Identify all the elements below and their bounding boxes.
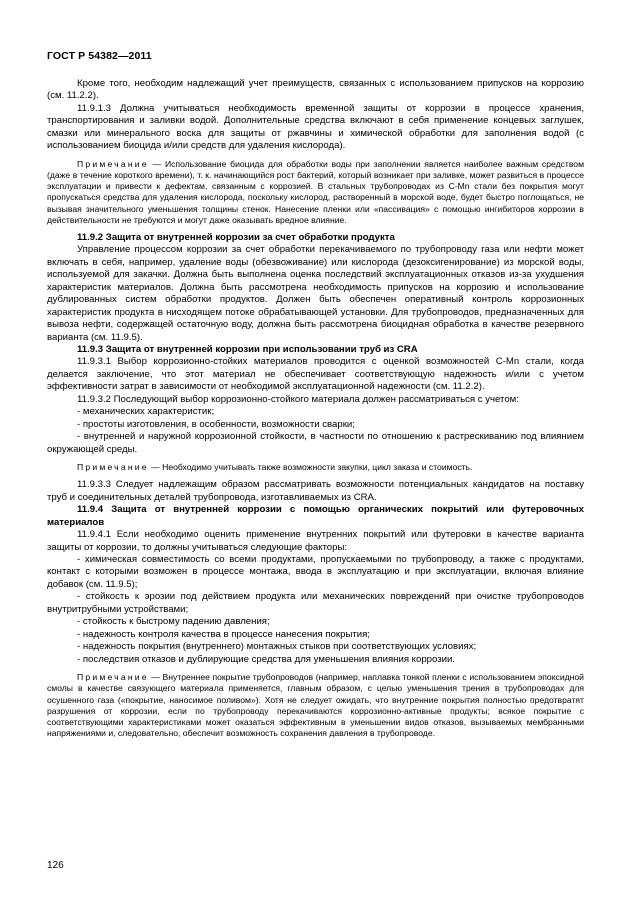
note-label: Примечание [77,462,149,473]
paragraph: 11.9.3.1 Выбор коррозионно-стойких материалов проводится с оценкой возможностей C-Mn стали, когда делается заключение, что этот материал не обеспечивает соответствующую надежность и/или с учетом эффективности затрат в зависимости от необходимой эксплуатационной надежности (см. 11.2.2). [47,356,584,393]
list-item: - химическая совместимость со всеми продуктами, пропускаемыми по трубопроводу, а также с продуктами, контакт с которыми возможен в процессе монтажа, ввода в эксплуатацию и при эксплуатации, включая влияние добавок (см. 11.9.5); [47,554,584,590]
list-item: - механических характеристик; [77,406,215,418]
page-number: 126 [47,860,64,871]
list-item: - надежность покрытия (внутреннего) монтажных стыков при соответствующих условиях; [77,641,477,653]
section-heading: 11.9.4 Защита от внутренней коррозии с помощью органических покрытий или футеровочных материалов [47,504,584,528]
list-item: - стойкость к быстрому падению давления; [77,616,270,628]
list-item: - стойкость к эрозии под действием продукта или механических повреждений при очистке трубопроводов внутритрубными устройствами; [47,591,584,615]
section-heading: 11.9.2 Защита от внутренней коррозии за счет обработки продукта [77,231,395,243]
list-item: - внутренней и наружной коррозионной стойкости, в частности по отношению к растрескиванию под влиянием окружающей среды. [47,431,584,455]
document-header: ГОСТ Р 54382—2011 [47,50,152,62]
note-label: Примечание [77,672,149,683]
list-item: - надежность контроля качества в процессе нанесения покрытия; [77,628,370,640]
paragraph: 11.9.4.1 Если необходимо оценить применение внутренних покрытий или футеровки в качестве варианта защиты от коррозии, то должны учитываться следующие факторы: [47,529,584,553]
note [47,159,584,226]
paragraph: 11.9.3.2 Последующий выбор коррозионно-стойкого материала должен рассматриваться с учетом: [77,393,519,405]
paragraph: Кроме того, необходим надлежащий учет преимуществ, связанных с использованием припусков на коррозию (см. 11.2.2). [47,78,584,102]
note-text: — Необходимо учитывать также возможности закупки, цикл заказа и стоимость. [148,462,473,473]
document-body [47,78,584,745]
section-heading: 11.9.3 Защита от внутренней коррозии при использовании труб из CRA [77,344,418,356]
note-text: — Использование биоцида для обработки воды при заполнении является наиболее важным средством (даже в течение короткого времени), т. к. начинающийся рост бактерий, который возникает при заливке, может развиться в процессе эксплуатации и привести к дефектам, связанным с коррозией. В стальных трубопроводах из C-Mn стали без покрытия могут пропускаться средства для удаления кислорода, поскольку кислород, растворенный в морской воде, будет быстро поглощаться, не вызывая значительного уменьшения толщины стенок. Нанесение пленки или «пассивация» с помощью ингибиторов коррозии в действительности не требуются и могут даже оказывать вредное влияние. [47,158,584,225]
note-text: — Внутреннее покрытие трубопроводов (например, наплавка тонкой пленки с использованием эпоксидной смолы в качестве связующего материала применяется, главным образом, с целью уменьшения трения в трубопроводах для осушенного газа («покрытие, наносимое поливом»). Хотя не следует ожидать, что внутренние покрытия полностью предотвратят разрушения от коррозии, если по трубопроводу перекачиваются коррозионно-активные продукты; всякое покрытие с соответствующими характеристиками может оказаться эффективным в уменьшении видов отказов, вызываемых мембранными напряжениями и, следовательно, обеспечит возможность сохранения давления в трубопроводе. [47,672,584,739]
list-item: - последствия отказов и дублирующие средства для уменьшения влияния коррозии. [77,653,456,665]
paragraph: Управление процессом коррозии за счет обработки перекачиваемого по трубопроводу газа или нефти может включать в себя, например, удаление воды (обезвоживание) или кислорода (дезоксигенирование) из морской воды, используемой для закачки. Должна быть выполнена оценка последствий эксплуатационных отказов из-за ухудшения характеристик материалов. Должна быть рассмотрена необходимость припусков на коррозию и использование дублированных систем обработки продуктов. Должен быть обеспечен оперативный контроль коррозионных характеристик продукта в нисходящем потоке обрабатывающей установки. Для трубопроводов, предназначенных для вывоза нефти, содержащей остаточную воду, должна быть рассмотрена биоцидная обработка в качестве резервного варианта (см. 11.9.5). [47,244,584,343]
paragraph: 11.9.1.3 Должна учитываться необходимость временной защиты от коррозии в процессе хранения, транспортирования и заливки водой. Дополнительные средства включают в себя применение концевых заглушек, смазки или минерального воска для защиты от ржавчины и химической обработки для заполнения водой (с использованием биоцида и/или средств для удаления кислорода). [47,102,584,152]
note [47,672,584,739]
list-item: - простоты изготовления, в особенности, возможности сварки; [77,418,355,430]
paragraph: 11.9.3.3 Следует надлежащим образом рассматривать возможности потенциальных кандидатов на поставку труб и соединительных деталей трубопровода, изготавливаемых из CRA. [47,479,584,503]
note [47,462,584,473]
note-label: Примечание [77,158,149,169]
